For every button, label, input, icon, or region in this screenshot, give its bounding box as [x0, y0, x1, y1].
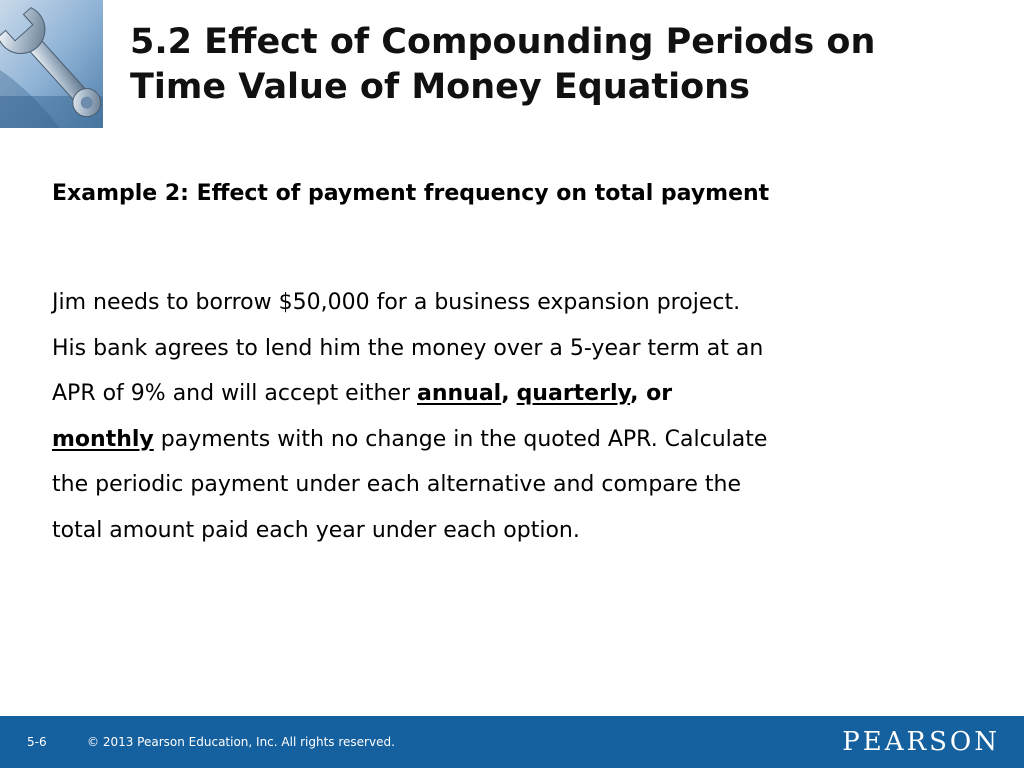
- problem-line-4: [52, 417, 1012, 463]
- example-heading: Example 2: Effect of payment frequency on total payment: [52, 181, 770, 206]
- option-monthly: monthly: [52, 426, 154, 452]
- slide-number: 5-6: [27, 735, 47, 749]
- copyright-notice: © 2013 Pearson Education, Inc. All rights reserved.: [87, 735, 395, 749]
- option-annual: annual: [416, 381, 502, 406]
- option-quarterly: quarterly: [516, 381, 631, 406]
- problem-line-2: His bank agrees to lend him the money over a 5-year term at an: [52, 335, 764, 361]
- footer-bar: [0, 716, 1024, 768]
- slide-title-line-2: Time Value of Money Equations: [130, 67, 750, 107]
- slide-title-line-1: 5.2 Effect of Compounding Periods on: [130, 22, 876, 62]
- problem-line-4-text: payments with no change in the quoted APR. Calculate: [153, 426, 768, 452]
- comma-separator: ,: [501, 381, 510, 406]
- or-separator: , or: [630, 381, 673, 406]
- problem-line-3-text: APR of 9% and will accept either: [52, 381, 417, 406]
- problem-statement: [52, 280, 1012, 553]
- slide-title: [130, 20, 1010, 110]
- problem-line-3: [52, 371, 1012, 417]
- problem-line-6: total amount paid each year under each option.: [52, 517, 580, 543]
- wrench-icon: [0, 0, 103, 128]
- publisher-logo: PEARSON: [842, 727, 1000, 757]
- problem-line-5: the periodic payment under each alternative and compare the: [52, 472, 741, 497]
- problem-line-1: Jim needs to borrow $50,000 for a business expansion project.: [52, 290, 741, 315]
